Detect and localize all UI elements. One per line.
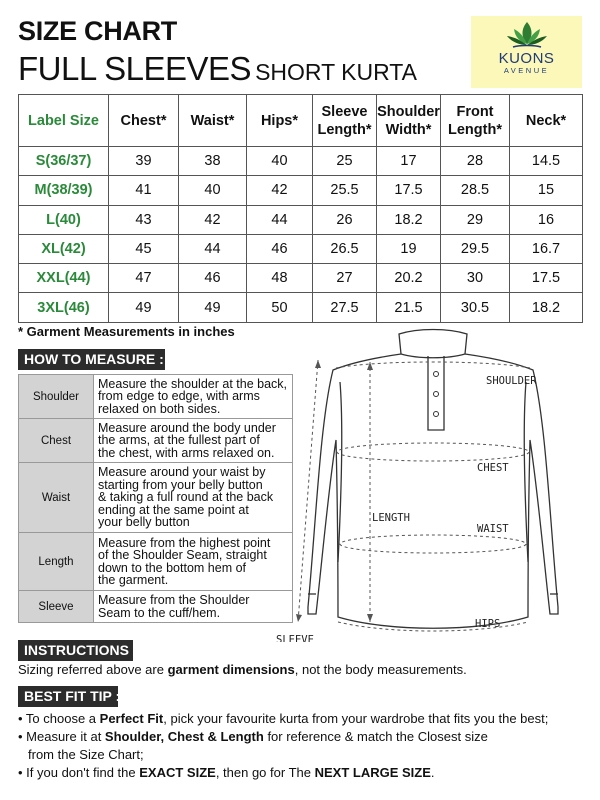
waist-cell: 42 [179,205,247,234]
how-to-measure-heading: HOW TO MEASURE : [18,349,165,370]
chest-cell: 49 [109,293,179,322]
measure-description: Measure around your waist by starting from your belly button & taking a full round at the back ending at the same point at your belly button [94,463,293,533]
hips-cell: 46 [247,234,313,263]
figure-label-length: LENGTH [372,512,410,524]
neck-cell: 16 [510,205,583,234]
neck-cell: 17.5 [510,264,583,293]
list-item-continuation: from the Size Chart; [28,747,144,762]
figure-label-shoulder: SHOULDER [486,375,537,387]
size-table-header-row [19,95,583,147]
sleeve-cell: 26.5 [313,234,377,263]
waist-cell: 40 [179,176,247,205]
table-row [19,234,583,263]
how-to-measure-table [18,374,293,623]
brand-subname: AVENUE [503,66,550,75]
hips-cell: 40 [247,147,313,176]
front-length-cell: 29.5 [441,234,510,263]
chest-cell: 47 [109,264,179,293]
table-row [19,264,583,293]
waist-cell: 49 [179,293,247,322]
figure-label-waist: WAIST [477,523,509,535]
measure-row-sleeve [19,591,293,623]
waist-cell: 46 [179,264,247,293]
measure-description: Measure the shoulder at the back, from edge to edge, with arms relaxed on both sides. [94,375,293,419]
hips-cell: 50 [247,293,313,322]
chest-cell: 39 [109,147,179,176]
shoulder-cell: 17 [377,147,441,176]
chest-cell: 45 [109,234,179,263]
figure-label-sleeve: SLEEVE [276,634,314,642]
header-label-size: Label Size [19,95,109,147]
list-item: • If you don't find the EXACT SIZE, then go for The NEXT LARGE SIZE. [18,765,435,780]
sleeve-cell: 27 [313,264,377,293]
size-label-cell: M(38/39) [19,176,109,205]
size-label-cell: S(36/37) [19,147,109,176]
sleeve-cell: 25 [313,147,377,176]
shoulder-cell: 19 [377,234,441,263]
best-fit-tip-heading: BEST FIT TIP : [18,686,118,707]
kurta-measurement-diagram [268,322,590,642]
measure-name: Chest [19,419,94,463]
measure-name: Shoulder [19,375,94,419]
list-item: • To choose a Perfect Fit, pick your favourite kurta from your wardrobe that fits you the best; [18,711,549,726]
measurement-note: * Garment Measurements in inches [18,324,235,339]
header-waist: Waist* [179,95,247,147]
sleeve-cell: 27.5 [313,293,377,322]
header-front-length: Front Length* [441,95,510,147]
front-length-cell: 30.5 [441,293,510,322]
best-fit-tips-list [18,710,548,782]
shoulder-cell: 17.5 [377,176,441,205]
title-full-sleeves: FULL SLEEVES [18,50,252,87]
chest-cell: 41 [109,176,179,205]
size-label-cell: XL(42) [19,234,109,263]
lotus-icon [505,20,549,50]
shoulder-cell: 20.2 [377,264,441,293]
measure-row-chest [19,419,293,463]
chest-cell: 43 [109,205,179,234]
table-row [19,293,583,322]
shoulder-cell: 18.2 [377,205,441,234]
waist-cell: 38 [179,147,247,176]
header-neck: Neck* [510,95,583,147]
size-label-cell: XXL(44) [19,264,109,293]
sleeve-cell: 26 [313,205,377,234]
waist-cell: 44 [179,234,247,263]
title-short-kurta: SHORT KURTA [255,59,417,85]
hips-cell: 48 [247,264,313,293]
neck-cell: 15 [510,176,583,205]
neck-cell: 14.5 [510,147,583,176]
page-title: SIZE CHART [18,16,178,46]
measure-description: Measure from the highest point of the Shoulder Seam, straight down to the bottom hem of the garment. [94,533,293,591]
front-length-cell: 30 [441,264,510,293]
front-length-cell: 28.5 [441,176,510,205]
size-chart-table [18,94,583,323]
table-row [19,205,583,234]
size-label-cell: L(40) [19,205,109,234]
hips-cell: 44 [247,205,313,234]
hips-cell: 42 [247,176,313,205]
measure-row-shoulder [19,375,293,419]
table-row [19,176,583,205]
size-label-cell: 3XL(46) [19,293,109,322]
header-sleeve-length: Sleeve Length* [313,95,377,147]
measure-description: Measure around the body under the arms, at the fullest part of the chest, with arms relaxed on. [94,419,293,463]
neck-cell: 18.2 [510,293,583,322]
brand-name: KUONS [498,50,555,67]
instructions-text: Sizing referred above are garment dimensions, not the body measurements. [18,662,467,677]
neck-cell: 16.7 [510,234,583,263]
sleeve-cell: 25.5 [313,176,377,205]
brand-logo [471,16,582,88]
header-shoulder-width: Shoulder Width* [377,95,441,147]
figure-label-chest: CHEST [477,462,509,474]
figure-label-hips: HIPS [475,618,501,630]
measure-name: Waist [19,463,94,533]
table-row [19,147,583,176]
instructions-heading: INSTRUCTIONS : [18,640,133,661]
list-item: • Measure it at Shoulder, Chest & Length for reference & match the Closest size [18,729,488,744]
measure-row-length [19,533,293,591]
measure-row-waist [19,463,293,533]
measure-description: Measure from the Shoulder Seam to the cuff/hem. [94,591,293,623]
front-length-cell: 28 [441,147,510,176]
shoulder-cell: 21.5 [377,293,441,322]
page-subtitle [18,50,417,88]
measure-name: Sleeve [19,591,94,623]
front-length-cell: 29 [441,205,510,234]
header-chest: Chest* [109,95,179,147]
measure-name: Length [19,533,94,591]
header-hips: Hips* [247,95,313,147]
